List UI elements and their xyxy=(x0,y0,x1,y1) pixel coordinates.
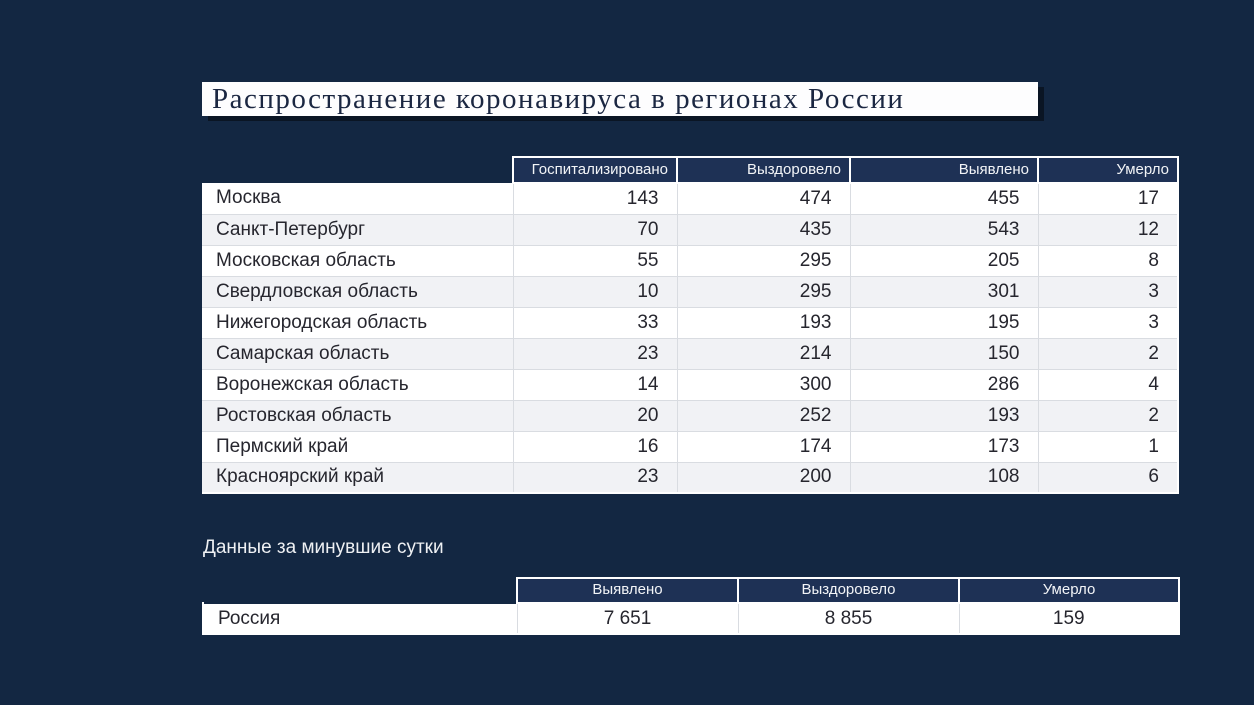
region-name-cell: Воронежская область xyxy=(202,369,513,400)
region-name-cell: Ростовская область xyxy=(202,400,513,431)
value-cell: 2 xyxy=(1038,400,1178,431)
value-cell: 10 xyxy=(513,276,677,307)
value-cell: 300 xyxy=(677,369,850,400)
value-cell: 70 xyxy=(513,214,677,245)
value-cell: 8 855 xyxy=(738,603,959,634)
value-cell: 214 xyxy=(677,338,850,369)
page-title xyxy=(202,82,1038,116)
value-cell: 200 xyxy=(677,462,850,493)
value-cell: 474 xyxy=(677,183,850,214)
value-cell: 20 xyxy=(513,400,677,431)
value-cell: 6 xyxy=(1038,462,1178,493)
table-row xyxy=(203,603,1179,634)
value-cell: 7 651 xyxy=(517,603,738,634)
table-row xyxy=(202,369,1178,400)
value-cell: 174 xyxy=(677,431,850,462)
region-name-cell: Самарская область xyxy=(202,338,513,369)
value-cell: 1 xyxy=(1038,431,1178,462)
value-cell: 2 xyxy=(1038,338,1178,369)
russia-table-header-row xyxy=(203,578,1179,603)
column-header-empty xyxy=(203,578,517,603)
page-title-text: Распространение коронавируса в регионах России xyxy=(212,83,905,115)
region-name-cell: Московская область xyxy=(202,245,513,276)
value-cell: 14 xyxy=(513,369,677,400)
value-cell: 108 xyxy=(850,462,1038,493)
column-header: Выздоровело xyxy=(738,578,959,603)
table-row xyxy=(202,338,1178,369)
table-row xyxy=(202,462,1178,493)
value-cell: 4 xyxy=(1038,369,1178,400)
value-cell: 143 xyxy=(513,183,677,214)
column-header: Умерло xyxy=(1038,157,1178,183)
region-name-cell: Красноярский край xyxy=(202,462,513,493)
column-header-empty xyxy=(202,157,513,183)
value-cell: 252 xyxy=(677,400,850,431)
russia-daily-table xyxy=(202,577,1180,635)
table-row xyxy=(202,307,1178,338)
table-row xyxy=(202,400,1178,431)
region-name-cell: Москва xyxy=(202,183,513,214)
region-name-cell: Пермский край xyxy=(202,431,513,462)
value-cell: 435 xyxy=(677,214,850,245)
region-name-cell: Санкт-Петербург xyxy=(202,214,513,245)
value-cell: 23 xyxy=(513,462,677,493)
value-cell: 286 xyxy=(850,369,1038,400)
value-cell: 150 xyxy=(850,338,1038,369)
value-cell: 8 xyxy=(1038,245,1178,276)
value-cell: 193 xyxy=(850,400,1038,431)
value-cell: 295 xyxy=(677,276,850,307)
value-cell: 301 xyxy=(850,276,1038,307)
value-cell: 23 xyxy=(513,338,677,369)
column-header: Умерло xyxy=(959,578,1179,603)
value-cell: 205 xyxy=(850,245,1038,276)
value-cell: 543 xyxy=(850,214,1038,245)
value-cell: 3 xyxy=(1038,307,1178,338)
region-name-cell: Нижегородская область xyxy=(202,307,513,338)
table-row xyxy=(202,183,1178,214)
value-cell: 17 xyxy=(1038,183,1178,214)
region-name-cell: Свердловская область xyxy=(202,276,513,307)
column-header: Выявлено xyxy=(517,578,738,603)
value-cell: 295 xyxy=(677,245,850,276)
daily-data-label: Данные за минувшие сутки xyxy=(203,537,444,558)
value-cell: 55 xyxy=(513,245,677,276)
value-cell: 193 xyxy=(677,307,850,338)
table-row xyxy=(202,431,1178,462)
value-cell: 195 xyxy=(850,307,1038,338)
column-header: Выявлено xyxy=(850,157,1038,183)
regions-table-header-row xyxy=(202,157,1178,183)
table-row xyxy=(202,276,1178,307)
column-header: Госпитализировано xyxy=(513,157,677,183)
value-cell: 159 xyxy=(959,603,1179,634)
region-name-cell: Россия xyxy=(203,603,517,634)
table-row xyxy=(202,214,1178,245)
value-cell: 33 xyxy=(513,307,677,338)
table-row xyxy=(202,245,1178,276)
regions-table xyxy=(202,156,1179,494)
value-cell: 3 xyxy=(1038,276,1178,307)
value-cell: 16 xyxy=(513,431,677,462)
value-cell: 173 xyxy=(850,431,1038,462)
value-cell: 455 xyxy=(850,183,1038,214)
value-cell: 12 xyxy=(1038,214,1178,245)
column-header: Выздоровело xyxy=(677,157,850,183)
